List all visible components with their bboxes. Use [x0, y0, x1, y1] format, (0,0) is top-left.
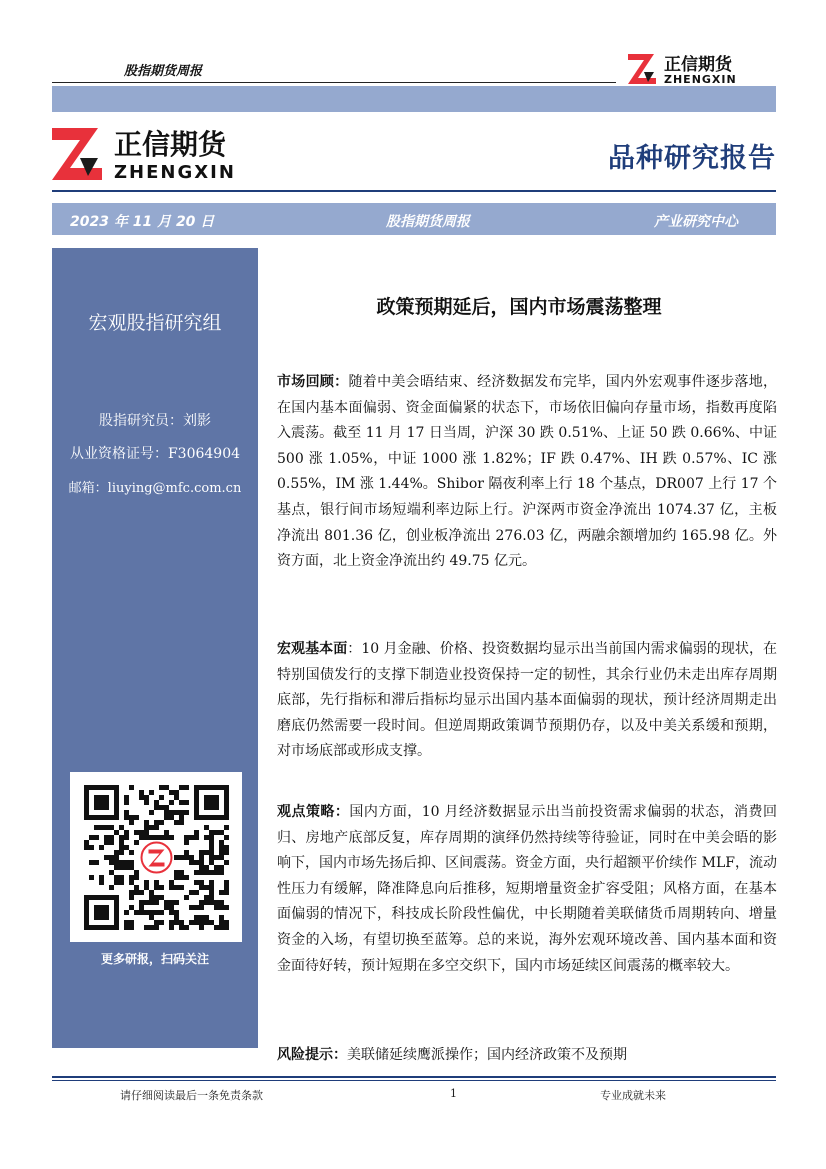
page-number: 1 — [450, 1087, 457, 1100]
brand-logo-en: ZHENGXIN — [114, 162, 236, 183]
article-title: 政策预期延后，国内市场震荡整理 — [376, 296, 662, 318]
analyst-name: 股指研究员：刘影 — [99, 413, 211, 429]
qr-caption: 更多研报，扫码关注 — [100, 952, 209, 966]
analyst-email: 邮箱：liuying@mfc.com.cn — [68, 481, 242, 496]
footer-disclaimer: 请仔细阅读最后一条免责条款 — [120, 1089, 263, 1102]
section-label: 市场回顾： — [277, 374, 349, 390]
section-market-review — [277, 370, 777, 575]
section-label: 观点策略： — [277, 804, 350, 820]
section-macro — [277, 637, 777, 765]
section-label: 宏观基本面 — [277, 641, 348, 657]
header-divider — [52, 82, 616, 83]
section-text: 随着中美会晤结束、经济数据发布完毕，国内外宏观事件逐步落地，在国内基本面偏弱、资金面偏紧的状态下，市场依旧偏向存量市场，指数再度陷入震荡。截至 11 月 17 日当周，沪深 30 跌 0.51%、上证 50 跌 0.66%、中证 500 涨 1.05%，中证 1000 涨 1.82%；IF 跌 0.47%、IH 跌 0.57%、IC 涨 0.55%，IM 涨 1.44%。Shibor 隔夜利率上行 18 个基点，DR007 上行 17 个基点，银行间市场短端利率边际上行。沪深两市资金净流出 1074.37 亿，主板净流出 801.36 亿，创业板净流出 276.03 亿，两融余额增加约 165.98 亿。外资方面，北上资金净流出约 49.75 亿元。 — [277, 374, 778, 570]
section-strategy — [277, 800, 777, 979]
report-type: 品种研究报告 — [608, 143, 776, 174]
footer-rule — [52, 1076, 776, 1078]
analyst-license: 从业资格证号：F3064904 — [69, 446, 241, 462]
header-logo-cn: 正信期货 — [664, 55, 732, 75]
section-text: ：10 月金融、价格、投资数据均显示出当前国内需求偏弱的现状，在特别国债发行的支撑下制造业投资保持一定的韧性，其余行业仍未走出库存周期底部，先行指标和滞后指标均显示出国内基本面偏弱的现状，预计经济周期走出磨底仍然需要一段时间。但逆周期政策调节预期仍存，以及中美关系缓和预期，对市场底部或形成支撑。 — [277, 641, 778, 760]
header-logo-en: ZHENGXIN — [664, 73, 737, 86]
qr-code-icon — [70, 772, 242, 942]
qr-code[interactable] — [70, 772, 242, 942]
section-risk — [277, 1043, 777, 1069]
zhengxin-brand-icon — [52, 124, 262, 184]
brand-divider — [52, 190, 776, 192]
header-logo — [626, 52, 776, 86]
header-band — [52, 86, 776, 112]
brand-logo-cn: 正信期货 — [114, 128, 227, 161]
zhengxin-logo-icon — [626, 52, 776, 86]
info-band — [52, 203, 776, 235]
footer-slogan: 专业成就未来 — [600, 1089, 666, 1102]
section-label: 风险提示： — [277, 1047, 347, 1063]
section-text: 美联储延续鹰派操作；国内经济政策不及预期 — [347, 1047, 627, 1063]
brand-logo — [52, 124, 262, 184]
footer-rule-thin — [52, 1080, 776, 1081]
report-date: 2023 年 11 月 20 日 — [70, 214, 215, 230]
research-group: 宏观股指研究组 — [88, 312, 222, 334]
report-name: 股指期货周报 — [386, 214, 470, 230]
department: 产业研究中心 — [654, 214, 738, 230]
section-text: 国内方面，10 月经济数据显示出当前投资需求偏弱的状态，消费回归、房地产底部反复，库存周期的演绎仍然持续等待验证，同时在中美会晤的影响下，国内市场先扬后抑、区间震荡。资金方面，央行超额平价续作 MLF，流动性压力有缓解，降准降息向后推移，短期增量资金扩容受阻；风格方面，在基本面偏弱的情况下，科技成长阶段性偏优，中长期随着美联储货币周期转向、增量资金的入场，有望切换至蓝筹。总的来说，海外宏观环境改善、国内基本面和资金面待好转，预计短期在多空交织下，国内市场延续区间震荡的概率较大。 — [277, 804, 778, 974]
running-header-title: 股指期货周报 — [124, 64, 203, 79]
